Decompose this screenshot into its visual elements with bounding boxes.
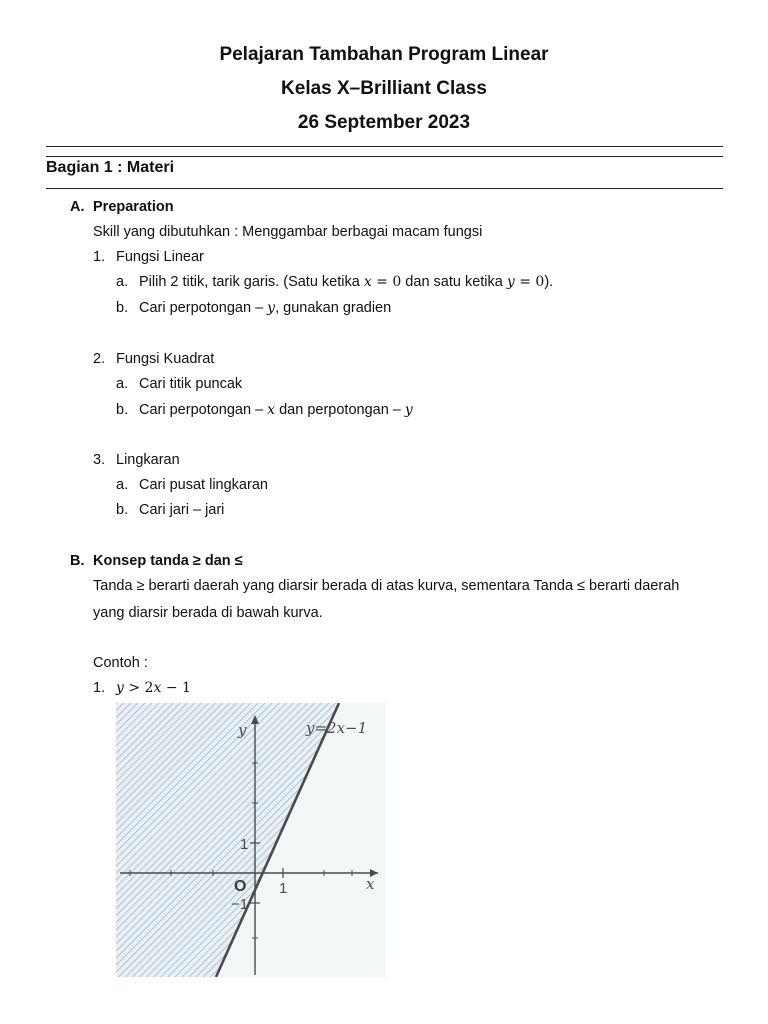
math-var: x [363,274,372,290]
part-a-marker: A. [70,199,85,215]
math-var: x [153,680,162,696]
origin-label: O [234,878,247,895]
sub-item-text [139,274,553,290]
section-1-title: Bagian 1 : Materi [46,159,175,176]
math-rest: = 0 [371,274,402,290]
example-label: Contoh : [93,655,148,671]
sub-item-letter: b. [116,300,129,316]
y-axis-label: y [238,721,247,739]
math-rest: > 2 [123,680,154,696]
document-date: 26 September 2023 [297,112,471,133]
text-fragment: ). [544,274,554,290]
divider-section [46,188,723,189]
x-tick-label: 1 [279,880,288,897]
list-item-title: Lingkaran [116,452,180,468]
list-item-number: 3. [93,452,106,468]
text-fragment: Cari perpotongan – [139,402,268,418]
sub-item-text: Cari pusat lingkaran [139,477,268,493]
list-item-title: Fungsi Kuadrat [116,351,215,367]
sub-item-text [139,300,391,316]
math-var: y [404,402,413,418]
document-title: Pelajaran Tambahan Program Linear [219,44,549,65]
text-fragment: Pilih 2 titik, tarik garis. (Satu ketika [139,274,364,290]
part-b-title: Konsep tanda ≥ dan ≤ [93,553,243,569]
sub-item-letter: a. [116,376,129,392]
line-equation-label: y=2x−1 [306,719,368,737]
part-b-paragraph-line-2: yang diarsir berada di bawah kurva. [93,605,323,621]
math-rest: − 1 [161,680,191,696]
example-inequality [116,680,191,696]
text-fragment: dan perpotongan – [275,402,405,418]
list-item-number: 2. [93,351,106,367]
math-rest: = 0 [514,274,545,290]
part-a-intro: Skill yang dibutuhkan : Menggambar berbagai macam fungsi [93,224,483,240]
sub-item-letter: a. [116,274,129,290]
text-fragment: Cari perpotongan – [139,300,268,316]
math-var: x [267,402,276,418]
sub-item-letter: b. [116,502,129,518]
math-var: y [267,300,276,316]
sub-item-letter: b. [116,402,129,418]
part-b-paragraph-line-1: Tanda ≥ berarti daerah yang diarsir berada di atas kurva, sementara Tanda ≤ berarti daerah [93,578,680,594]
divider-top-2 [46,156,723,157]
divider-top [46,146,723,147]
text-fragment: dan satu ketika [401,274,507,290]
negative-y-tick-label: −1 [231,896,249,913]
document-class: Kelas X–Brilliant Class [281,78,487,99]
part-a-title: Preparation [93,199,174,215]
list-item-title: Fungsi Linear [116,249,204,265]
math-var: y [116,680,124,696]
list-item-number: 1. [93,249,106,265]
text-fragment: , gunakan gradien [275,300,392,316]
y-tick-label: 1 [240,836,249,853]
list-item-number: 1. [93,680,106,696]
sub-item-text [139,402,413,418]
x-axis-label: x [366,875,375,893]
sub-item-text: Cari titik puncak [139,376,243,392]
math-var: y [506,274,515,290]
sub-item-letter: a. [116,477,129,493]
inequality-graph [116,703,386,977]
part-b-marker: B. [70,553,85,569]
sub-item-text: Cari jari – jari [139,502,225,518]
